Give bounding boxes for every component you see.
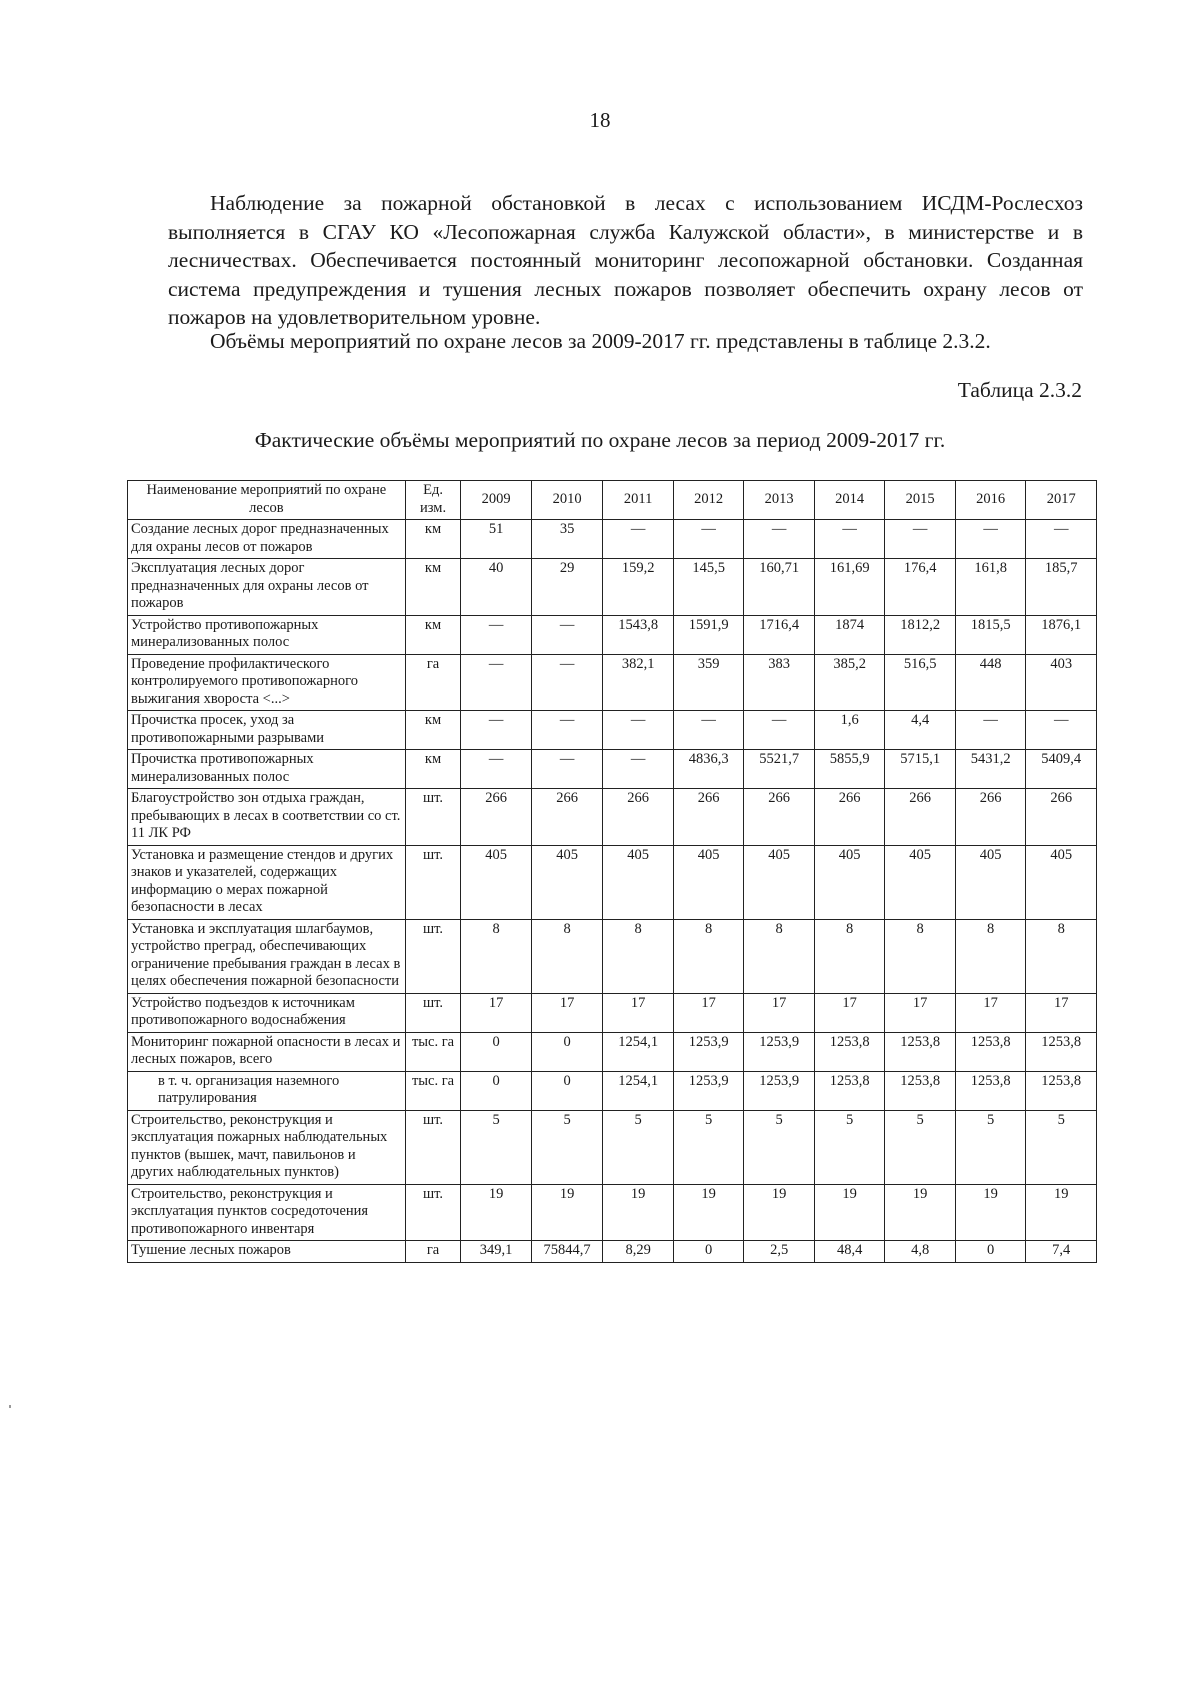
- unit-cell: шт.: [405, 1110, 461, 1184]
- value-cell: 266: [814, 789, 885, 846]
- measures-table: [127, 480, 1097, 1263]
- column-header: 2011: [603, 481, 674, 520]
- table-row: [128, 615, 1097, 654]
- value-cell: 266: [603, 789, 674, 846]
- value-cell: 5: [744, 1110, 815, 1184]
- column-header: 2015: [885, 481, 956, 520]
- value-cell: —: [603, 711, 674, 750]
- value-cell: 405: [955, 845, 1026, 919]
- table-label: Таблица 2.3.2: [957, 378, 1082, 402]
- column-header: 2014: [814, 481, 885, 520]
- unit-cell: шт.: [405, 919, 461, 993]
- value-cell: 0: [531, 1032, 603, 1071]
- value-cell: 4,4: [885, 711, 956, 750]
- value-cell: 1812,2: [885, 615, 956, 654]
- value-cell: 5715,1: [885, 750, 956, 789]
- value-cell: 8: [1026, 919, 1097, 993]
- value-cell: 1253,8: [955, 1032, 1026, 1071]
- value-cell: 405: [531, 845, 603, 919]
- measure-name-cell: Мониторинг пожарной опасности в лесах и лесных пожаров, всего: [128, 1032, 406, 1071]
- table-row: [128, 993, 1097, 1032]
- value-cell: 5: [531, 1110, 603, 1184]
- value-cell: —: [814, 520, 885, 559]
- value-cell: 8: [744, 919, 815, 993]
- value-cell: 266: [744, 789, 815, 846]
- value-cell: 1543,8: [603, 615, 674, 654]
- value-cell: 266: [673, 789, 744, 846]
- value-cell: 1254,1: [603, 1071, 674, 1110]
- value-cell: 405: [814, 845, 885, 919]
- value-cell: 19: [744, 1184, 815, 1241]
- column-header: 2013: [744, 481, 815, 520]
- value-cell: 8,29: [603, 1241, 674, 1263]
- value-cell: 1253,8: [1026, 1071, 1097, 1110]
- value-cell: 266: [531, 789, 603, 846]
- value-cell: 19: [885, 1184, 956, 1241]
- value-cell: 1,6: [814, 711, 885, 750]
- value-cell: 5: [603, 1110, 674, 1184]
- value-cell: 1253,8: [814, 1032, 885, 1071]
- value-cell: 403: [1026, 654, 1097, 711]
- measure-name-cell: Благоустройство зон отдыха граждан, пребывающих в лесах в соответствии со ст. 11 ЛК РФ: [128, 789, 406, 846]
- value-cell: 17: [673, 993, 744, 1032]
- value-cell: 8: [603, 919, 674, 993]
- table-row: [128, 654, 1097, 711]
- table-row: [128, 1032, 1097, 1071]
- column-header: Ед. изм.: [405, 481, 461, 520]
- value-cell: 405: [603, 845, 674, 919]
- value-cell: —: [603, 520, 674, 559]
- value-cell: 266: [461, 789, 532, 846]
- measure-name-cell: Устройство подъездов к источникам противопожарного водоснабжения: [128, 993, 406, 1032]
- value-cell: 19: [603, 1184, 674, 1241]
- scan-artifact: [9, 1405, 11, 1408]
- value-cell: 1253,9: [744, 1032, 815, 1071]
- value-cell: —: [461, 615, 532, 654]
- value-cell: 266: [885, 789, 956, 846]
- value-cell: 161,8: [955, 559, 1026, 616]
- value-cell: 161,69: [814, 559, 885, 616]
- unit-cell: шт.: [405, 789, 461, 846]
- value-cell: 160,71: [744, 559, 815, 616]
- value-cell: 349,1: [461, 1241, 532, 1263]
- column-header: 2016: [955, 481, 1026, 520]
- value-cell: 1716,4: [744, 615, 815, 654]
- value-cell: 19: [531, 1184, 603, 1241]
- value-cell: 1254,1: [603, 1032, 674, 1071]
- measure-name-cell: Проведение профилактического контролируемого противопожарного выжигания хвороста <...>: [128, 654, 406, 711]
- value-cell: 1253,8: [885, 1071, 956, 1110]
- value-cell: —: [531, 615, 603, 654]
- value-cell: 4,8: [885, 1241, 956, 1263]
- unit-cell: га: [405, 1241, 461, 1263]
- value-cell: 17: [603, 993, 674, 1032]
- unit-cell: км: [405, 750, 461, 789]
- value-cell: 0: [955, 1241, 1026, 1263]
- unit-cell: шт.: [405, 993, 461, 1032]
- value-cell: 405: [673, 845, 744, 919]
- unit-cell: шт.: [405, 845, 461, 919]
- measure-name-cell: Прочистка просек, уход за противопожарными разрывами: [128, 711, 406, 750]
- value-cell: 19: [461, 1184, 532, 1241]
- table-row: [128, 1241, 1097, 1263]
- value-cell: 35: [531, 520, 603, 559]
- page-number: 18: [589, 108, 611, 132]
- value-cell: 19: [814, 1184, 885, 1241]
- table-header-row: [128, 481, 1097, 520]
- table-row: [128, 559, 1097, 616]
- measure-name-cell: Тушение лесных пожаров: [128, 1241, 406, 1263]
- column-header: 2012: [673, 481, 744, 520]
- value-cell: 4836,3: [673, 750, 744, 789]
- value-cell: 19: [673, 1184, 744, 1241]
- value-cell: 8: [531, 919, 603, 993]
- table-row: [128, 750, 1097, 789]
- value-cell: —: [673, 520, 744, 559]
- unit-cell: шт.: [405, 1184, 461, 1241]
- value-cell: 1591,9: [673, 615, 744, 654]
- value-cell: —: [531, 750, 603, 789]
- value-cell: 5: [1026, 1110, 1097, 1184]
- unit-cell: тыс. га: [405, 1032, 461, 1071]
- body-paragraph: Наблюдение за пожарной обстановкой в лесах с использованием ИСДМ-Рослесхоз выполняется в СГАУ КО «Лесопожарная служба Калужской области», в министерстве и в лесничествах. Обеспечивается постоянный мониторинг лесопожарной обстановки. Созданная система предупреждения и тушения лесных пожаров позволяет обеспечить охрану лесов от пожаров на удовлетворительном уровне.: [168, 191, 1083, 329]
- value-cell: 266: [1026, 789, 1097, 846]
- value-cell: —: [885, 520, 956, 559]
- value-cell: 8: [673, 919, 744, 993]
- value-cell: 145,5: [673, 559, 744, 616]
- value-cell: 448: [955, 654, 1026, 711]
- value-cell: 405: [744, 845, 815, 919]
- value-cell: 1253,8: [814, 1071, 885, 1110]
- value-cell: 8: [955, 919, 1026, 993]
- value-cell: 385,2: [814, 654, 885, 711]
- value-cell: 17: [1026, 993, 1097, 1032]
- column-header: 2010: [531, 481, 603, 520]
- table-row: [128, 845, 1097, 919]
- value-cell: 5431,2: [955, 750, 1026, 789]
- value-cell: 185,7: [1026, 559, 1097, 616]
- measure-name-cell: Прочистка противопожарных минерализованных полос: [128, 750, 406, 789]
- value-cell: 1253,9: [673, 1032, 744, 1071]
- value-cell: 266: [955, 789, 1026, 846]
- value-cell: 0: [461, 1071, 532, 1110]
- value-cell: —: [744, 520, 815, 559]
- value-cell: 29: [531, 559, 603, 616]
- value-cell: 382,1: [603, 654, 674, 711]
- unit-cell: км: [405, 615, 461, 654]
- value-cell: —: [744, 711, 815, 750]
- value-cell: —: [955, 711, 1026, 750]
- body-paragraph: Объёмы мероприятий по охране лесов за 2009-2017 гг. представлены в таблице 2.3.2.: [210, 329, 991, 353]
- value-cell: 1815,5: [955, 615, 1026, 654]
- value-cell: 19: [1026, 1184, 1097, 1241]
- value-cell: —: [1026, 711, 1097, 750]
- value-cell: 5: [673, 1110, 744, 1184]
- value-cell: 405: [1026, 845, 1097, 919]
- value-cell: 7,4: [1026, 1241, 1097, 1263]
- value-cell: 359: [673, 654, 744, 711]
- value-cell: 1253,8: [885, 1032, 956, 1071]
- value-cell: 1874: [814, 615, 885, 654]
- value-cell: 2,5: [744, 1241, 815, 1263]
- measure-name-cell: в т. ч. организация наземного патрулирования: [128, 1071, 406, 1110]
- value-cell: 17: [744, 993, 815, 1032]
- value-cell: 17: [461, 993, 532, 1032]
- value-cell: 0: [531, 1071, 603, 1110]
- value-cell: —: [461, 654, 532, 711]
- value-cell: 1876,1: [1026, 615, 1097, 654]
- value-cell: 405: [461, 845, 532, 919]
- value-cell: —: [603, 750, 674, 789]
- value-cell: 383: [744, 654, 815, 711]
- value-cell: 40: [461, 559, 532, 616]
- value-cell: 1253,9: [673, 1071, 744, 1110]
- value-cell: —: [461, 711, 532, 750]
- value-cell: 5855,9: [814, 750, 885, 789]
- column-header: 2009: [461, 481, 532, 520]
- value-cell: 1253,8: [955, 1071, 1026, 1110]
- value-cell: —: [461, 750, 532, 789]
- value-cell: 8: [814, 919, 885, 993]
- unit-cell: тыс. га: [405, 1071, 461, 1110]
- table-row: [128, 711, 1097, 750]
- value-cell: 0: [461, 1032, 532, 1071]
- value-cell: 405: [885, 845, 956, 919]
- value-cell: 17: [885, 993, 956, 1032]
- measure-name-cell: Строительство, реконструкция и эксплуатация пунктов сосредоточения противопожарного инвентаря: [128, 1184, 406, 1241]
- value-cell: 5: [955, 1110, 1026, 1184]
- table-title: Фактические объёмы мероприятий по охране лесов за период 2009-2017 гг.: [254, 428, 946, 452]
- table-row: [128, 919, 1097, 993]
- measure-name-cell: Эксплуатация лесных дорог предназначенных для охраны лесов от пожаров: [128, 559, 406, 616]
- measure-name-cell: Строительство, реконструкция и эксплуатация пожарных наблюдательных пунктов (вышек, мачт, павильонов и других наблюдательных пунктов): [128, 1110, 406, 1184]
- value-cell: 159,2: [603, 559, 674, 616]
- value-cell: —: [955, 520, 1026, 559]
- value-cell: 75844,7: [531, 1241, 603, 1263]
- value-cell: 5: [461, 1110, 532, 1184]
- table-row: [128, 1071, 1097, 1110]
- value-cell: 0: [673, 1241, 744, 1263]
- unit-cell: га: [405, 654, 461, 711]
- column-header: Наименование мероприятий по охране лесов: [128, 481, 406, 520]
- value-cell: 8: [461, 919, 532, 993]
- value-cell: 176,4: [885, 559, 956, 616]
- measure-name-cell: Установка и размещение стендов и других знаков и указателей, содержащих информацию о мерах пожарной безопасности в лесах: [128, 845, 406, 919]
- measure-name-cell: Установка и эксплуатация шлагбаумов, устройство преград, обеспечивающих ограничение пребывания граждан в лесах в целях обеспечения пожарной безопасности: [128, 919, 406, 993]
- table-row: [128, 1184, 1097, 1241]
- value-cell: 19: [955, 1184, 1026, 1241]
- column-header: 2017: [1026, 481, 1097, 520]
- table-row: [128, 1110, 1097, 1184]
- value-cell: 5409,4: [1026, 750, 1097, 789]
- value-cell: 5: [885, 1110, 956, 1184]
- unit-cell: км: [405, 520, 461, 559]
- measure-name-cell: Создание лесных дорог предназначенных для охраны лесов от пожаров: [128, 520, 406, 559]
- value-cell: 1253,9: [744, 1071, 815, 1110]
- value-cell: 51: [461, 520, 532, 559]
- unit-cell: км: [405, 559, 461, 616]
- value-cell: 1253,8: [1026, 1032, 1097, 1071]
- value-cell: —: [673, 711, 744, 750]
- value-cell: —: [531, 711, 603, 750]
- value-cell: 516,5: [885, 654, 956, 711]
- value-cell: —: [531, 654, 603, 711]
- table-row: [128, 520, 1097, 559]
- measure-name-cell: Устройство противопожарных минерализованных полос: [128, 615, 406, 654]
- value-cell: 5: [814, 1110, 885, 1184]
- value-cell: 48,4: [814, 1241, 885, 1263]
- value-cell: 17: [531, 993, 603, 1032]
- value-cell: 5521,7: [744, 750, 815, 789]
- value-cell: 17: [955, 993, 1026, 1032]
- unit-cell: км: [405, 711, 461, 750]
- value-cell: 8: [885, 919, 956, 993]
- table-row: [128, 789, 1097, 846]
- value-cell: —: [1026, 520, 1097, 559]
- value-cell: 17: [814, 993, 885, 1032]
